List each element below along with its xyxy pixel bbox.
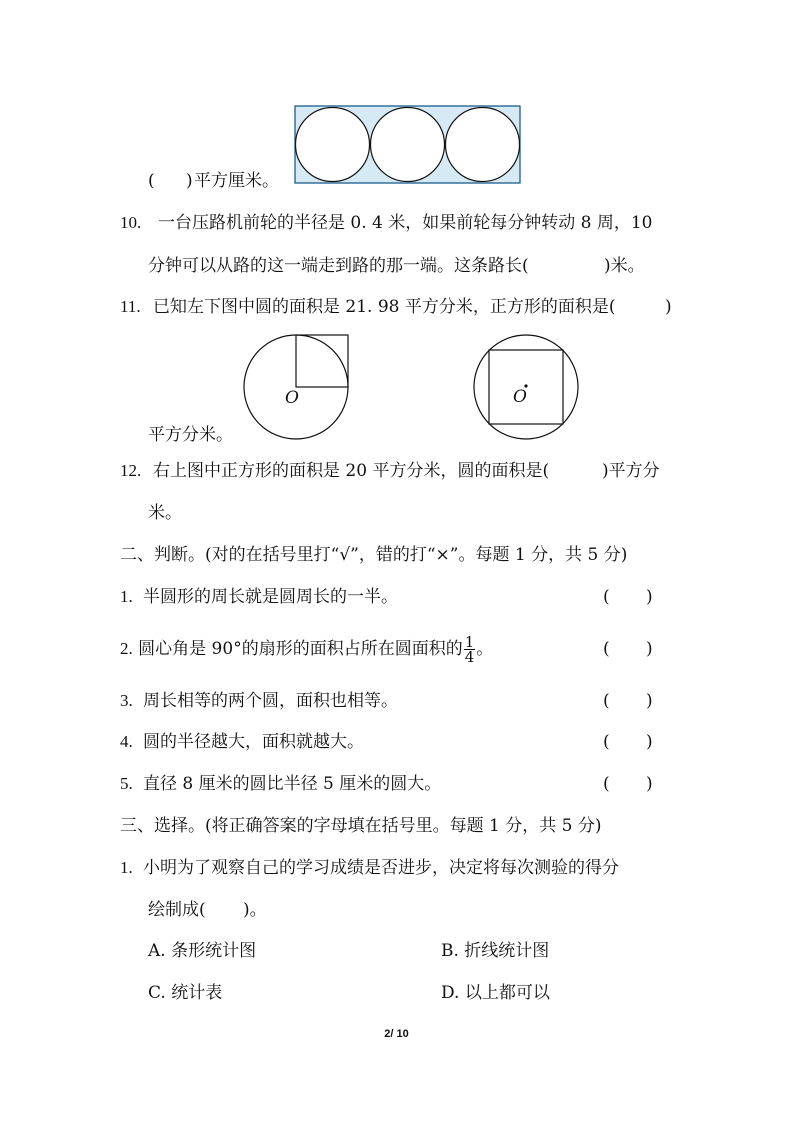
- q9-paren-close: ): [186, 171, 193, 191]
- q11-line1-end: ): [665, 297, 672, 317]
- inscribed-square-figure: [472, 334, 582, 444]
- judge-2-paren-open[interactable]: (: [603, 639, 610, 659]
- judge-4-paren-close[interactable]: ): [646, 732, 653, 752]
- q11-line1: 已知左下图中圆的面积是 21. 98 平方分米，正方形的面积是(: [153, 297, 616, 317]
- q10-line2-end: )米。: [604, 256, 645, 276]
- fraction-one-quarter: [464, 635, 476, 664]
- q10-line1: 一台压路机前轮的半径是 0. 4 米，如果前轮每分钟转动 8 周，10: [158, 213, 653, 233]
- option-b[interactable]: B. 折线统计图: [441, 941, 550, 961]
- q11-number: 11.: [120, 297, 141, 316]
- choice-1-number: 1.: [120, 858, 133, 877]
- left-figure-center-label: O: [285, 388, 299, 408]
- judge-2-text: 圆心角是 90°的扇形的面积占所在圆面积的: [138, 639, 463, 659]
- judge-4-paren-open[interactable]: (: [603, 732, 610, 752]
- judge-2-number: 2.: [120, 639, 133, 658]
- fraction-numerator: 1: [464, 633, 475, 651]
- q12-line2: 米。: [148, 503, 182, 523]
- judge-1-paren-close[interactable]: ): [646, 587, 653, 607]
- judge-2-row: [120, 632, 493, 666]
- q10-line2: 分钟可以从路的这一端走到路的那一端。这条路长(: [148, 256, 529, 276]
- q12-line1-end: )平方分: [602, 461, 660, 481]
- judge-2-text-end: 。: [476, 639, 494, 659]
- judge-5-paren-close[interactable]: ): [646, 774, 653, 794]
- circle-shape: [446, 108, 520, 182]
- option-a[interactable]: A. 条形统计图: [148, 941, 257, 961]
- judge-5-number: 5.: [120, 774, 133, 793]
- section2-heading: 二、判断。(对的在括号里打“√”，错的打“×”。每题 1 分，共 5 分): [120, 545, 628, 565]
- choice-1-line1: 小明为了观察自己的学习成绩是否进步，决定将每次测验的得分: [143, 858, 619, 878]
- judge-1-paren-open[interactable]: (: [603, 587, 610, 607]
- judge-2-paren-close[interactable]: ): [646, 639, 653, 659]
- q9-unit-text: 平方厘米。: [194, 171, 279, 191]
- three-circles-figure: [294, 105, 522, 185]
- judge-4-number: 4.: [120, 732, 133, 751]
- fraction-denominator: 4: [464, 648, 475, 666]
- judge-3-paren-close[interactable]: ): [646, 691, 653, 711]
- judge-5-paren-open[interactable]: (: [603, 774, 610, 794]
- section3-heading: 三、选择。(将正确答案的字母填在括号里。每题 1 分，共 5 分): [120, 816, 602, 836]
- q11-line2: 平方分米。: [148, 425, 233, 445]
- judge-3-number: 3.: [120, 691, 133, 710]
- q12-number: 12.: [120, 461, 142, 480]
- q12-line1: 右上图中正方形的面积是 20 平方分米，圆的面积是(: [153, 461, 550, 481]
- judge-3-text: 周长相等的两个圆，面积也相等。: [143, 691, 398, 711]
- choice-1-line2-end: )。: [243, 900, 267, 920]
- judge-1-text: 半圆形的周长就是圆周长的一半。: [143, 587, 398, 607]
- circle-shape: [371, 108, 445, 182]
- judge-3-paren-open[interactable]: (: [603, 691, 610, 711]
- judge-4-text: 圆的半径越大，面积就越大。: [143, 732, 364, 752]
- option-c[interactable]: C. 统计表: [148, 983, 223, 1003]
- q9-paren-open: (: [148, 171, 155, 191]
- right-figure-center-label: O: [513, 387, 527, 407]
- option-d[interactable]: D. 以上都可以: [441, 983, 550, 1003]
- q10-number: 10.: [120, 213, 142, 232]
- circle-shape: [296, 108, 370, 182]
- square-shape: [296, 335, 348, 387]
- page-number: 2/ 10: [384, 1028, 409, 1040]
- choice-1-line2: 绘制成(: [148, 900, 206, 920]
- judge-1-number: 1.: [120, 587, 133, 606]
- judge-5-text: 直径 8 厘米的圆比半径 5 厘米的圆大。: [143, 774, 442, 794]
